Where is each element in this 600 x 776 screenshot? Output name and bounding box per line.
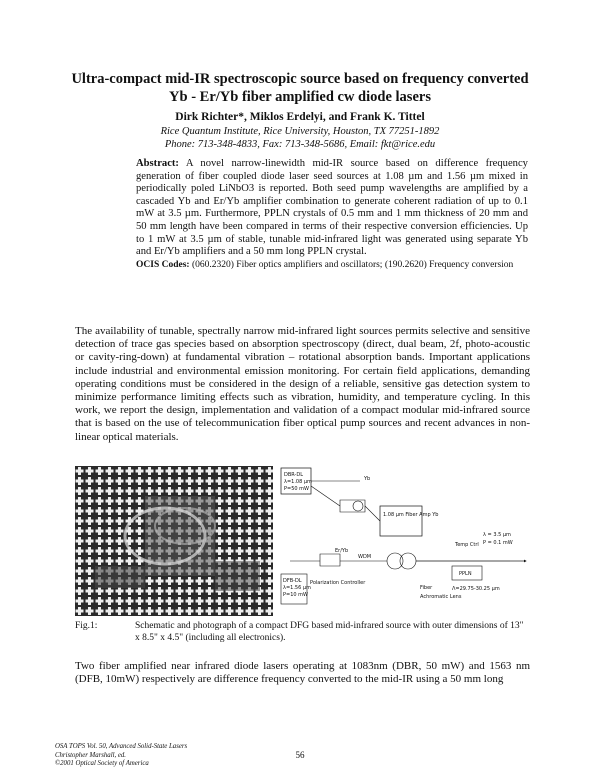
ocis-label: OCIS Codes: — [136, 259, 190, 270]
dfb-wavelength: λ=1.56 µm — [283, 585, 311, 591]
device-photograph — [75, 466, 273, 616]
footer-line-2: Christopher Marshall, ed. — [55, 751, 126, 759]
dbr-power: P=50 mW — [284, 486, 309, 492]
authors: Dirk Richter*, Miklos Erdelyi, and Frank K. Tittel — [175, 111, 425, 123]
controller-label: Polarization Controller — [310, 580, 366, 586]
figure-caption: Schematic and photograph of a compact DFG based mid-infrared source with outer dimensions of 13" x 8.5" x 4.5" (including all electronics). — [135, 621, 524, 643]
dfb-label: DFB-DL — [283, 578, 302, 584]
figure-caption-label: Fig.1: — [75, 621, 98, 631]
temp-ctrl-label: Temp Ctrl — [455, 542, 479, 548]
paper-title — [0, 70, 600, 106]
system-schematic — [280, 466, 530, 616]
output-power: P = 0.1 mW — [483, 540, 513, 546]
wdm-label: WDM — [358, 554, 372, 560]
abstract — [136, 158, 528, 271]
body-paragraph-1: The availability of tunable, spectrally narrow mid-infrared light sources permits selective and sensitive detection of trace gas species based on absorption spectroscopy (direct, dual beam, 2f, photo-acoustic or cavity-ring-down) at fundamental vibration – rotational absorption bands. Important applications include industrial and environmental emission monitoring. For certain field applications, demanding operating conditions must be considered in the design of a reliable, sensitive gas detection system to minimize performance limiting effects such as vibration, humidity, and temperature cycling. In this work, we report the design, implementation and validation of a compact modular mid-infrared source that is based on the use of telecommunication fiber optical pump sources and recent advances in non-linear optical materials. — [75, 325, 530, 443]
abstract-text: A novel narrow-linewidth mid-IR source based on difference frequency generation of fiber coupled diode laser seed sources at 1.08 µm and 1.56 µm mixed in periodically poled LiNbO3 is reported. Both seed pump wavelengths are amplified by a cascaded Yb and Er/Yb amplifier combination to generate coherent radiation of up to 0.1 mW at 3.5 µm. Furthermore, PPLN crystals of 0.5 mm and 1 mm thickness of 20 mm and 50 mm length have been compared in terms of their respective conversion efficiencies. Up to 1 mW at 3.5 µm of stable, tunable mid-infrared light was generated using separate Yb and Er/Yb amplifiers and a 50 mm long PPLN crystal. — [136, 158, 528, 258]
ppln-period: Λ=29.75-30.25 µm — [452, 586, 500, 592]
yb-label: Yb — [364, 476, 371, 482]
title-line-1: Ultra-compact mid-IR spectroscopic source based on frequency converted — [71, 71, 529, 87]
dbr-wavelength: λ=1.08 µm — [284, 479, 312, 485]
dbr-label: DBR-DL — [284, 472, 303, 478]
amp-label: 1.08 µm Fiber Amp Yb — [383, 512, 439, 518]
affiliation-block — [0, 126, 600, 151]
abstract-label: Abstract: — [136, 158, 179, 169]
er-yb-label: Er/Yb — [335, 548, 349, 554]
dfb-power: P=10 mW — [283, 592, 308, 598]
figure-1 — [75, 466, 530, 616]
footer-line-1: OSA TOPS Vol. 50, Advanced Solid-State Lasers — [55, 743, 188, 750]
contact-info: Phone: 713-348-4833, Fax: 713-348-5686, Email: fkt@rice.edu — [164, 138, 436, 150]
affiliation: Rice Quantum Institute, Rice University, Houston, TX 77251-1892 — [160, 126, 440, 137]
title-line-2: Yb - Er/Yb fiber amplified cw diode lasers — [169, 89, 431, 105]
fiber-amp-box — [380, 506, 422, 536]
page-number: 56 — [295, 750, 305, 760]
ocis-codes — [136, 259, 528, 272]
ocis-text: (060.2320) Fiber optics amplifiers and oscillators; (190.2620) Frequency conversion — [191, 259, 514, 270]
fiber-label: Fiber — [420, 585, 433, 591]
output-wavelength: λ = 3.5 µm — [483, 532, 511, 538]
lens-label: Achromatic Lens — [420, 594, 462, 600]
body-paragraph-2: Two fiber amplified near infrared diode lasers operating at 1083nm (DBR, 50 mW) and 1563 nm (DFB, 10mW) respectively are difference frequency converted to the mid-IR using a 50 mm long — [75, 660, 530, 686]
ppln-label: PPLN — [459, 571, 472, 577]
footer-line-3: ©2001 Optical Society of America — [55, 760, 149, 767]
